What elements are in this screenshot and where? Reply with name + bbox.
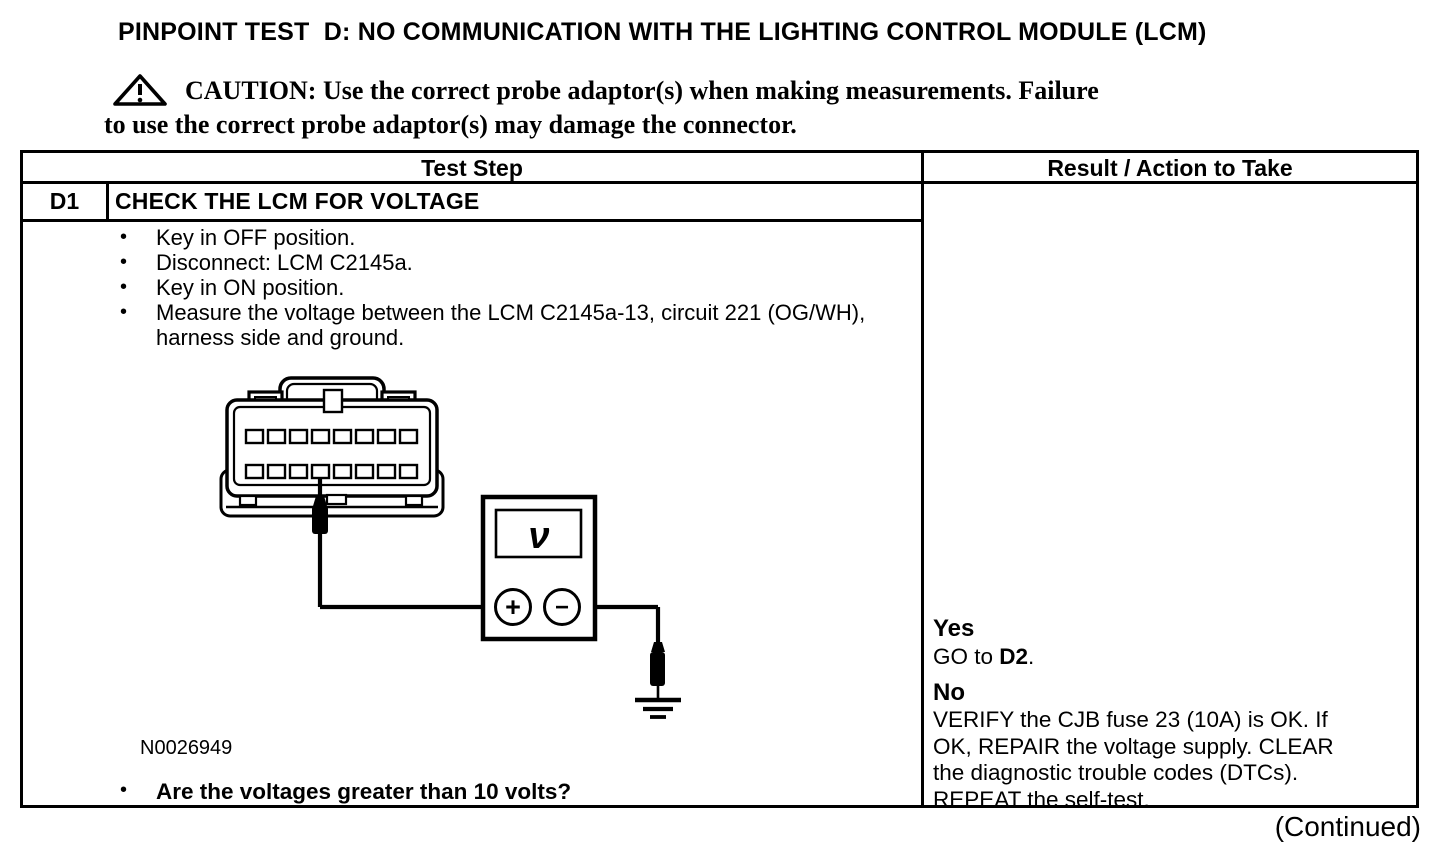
figure-number: N0026949 <box>140 737 233 759</box>
step-title: CHECK THE LCM FOR VOLTAGE <box>115 188 480 214</box>
bullet-marker: • <box>120 226 128 248</box>
instruction-text: Measure the voltage between the LCM C2145a-13, circuit 221 (OG/WH), harness side and ground. <box>156 300 866 350</box>
list-item <box>120 275 882 300</box>
caution-text-line-1: CAUTION: Use the correct probe adaptor(s) when making measurements. Failure <box>185 75 1099 105</box>
continued-note: (Continued) <box>1274 811 1421 842</box>
yes-action: GO to D2. <box>933 644 1035 669</box>
plus-terminal-icon: + <box>505 592 521 622</box>
no-label: No <box>933 679 965 706</box>
bullet-marker: • <box>120 301 128 323</box>
page-title: PINPOINT TEST D: NO COMMUNICATION WITH THE LIGHTING CONTROL MODULE (LCM) <box>118 18 1207 46</box>
lcm-connector-illustration <box>221 378 443 516</box>
column-divider <box>921 153 924 805</box>
column-header-result-action: Result / Action to Take <box>1047 155 1293 181</box>
bullet-marker: • <box>120 251 128 273</box>
result-action-cell <box>933 615 1413 813</box>
voltmeter-v-symbol: ν <box>528 515 550 557</box>
instruction-text: Disconnect: LCM C2145a. <box>156 250 413 275</box>
list-item <box>120 225 882 250</box>
step-question <box>120 779 882 805</box>
ground-symbol-icon <box>635 686 681 717</box>
instruction-text: Key in ON position. <box>156 275 345 300</box>
goto-step-reference: D2 <box>999 644 1029 669</box>
caution-text-line-2: to use the correct probe adaptor(s) may damage the connector. <box>104 110 797 139</box>
list-item <box>120 300 882 350</box>
step-id: D1 <box>49 188 80 214</box>
instruction-text: Key in OFF position. <box>156 225 356 250</box>
question-text: Are the voltages greater than 10 volts? <box>156 779 572 804</box>
column-header-test-step: Test Step <box>421 155 523 181</box>
step-row-border <box>23 219 921 222</box>
no-action: VERIFY the CJB fuse 23 (10A) is OK. If OK, REPAIR the voltage supply. CLEAR the diagnostic trouble codes (DTCs). REPEAT the self-test. <box>933 707 1334 812</box>
caution-block <box>112 74 1099 107</box>
minus-terminal-icon: − <box>554 594 570 621</box>
positive-probe-icon <box>312 496 328 534</box>
step-instructions <box>120 225 882 350</box>
list-item <box>120 250 882 275</box>
bullet-marker: • <box>120 276 128 298</box>
test-connection-diagram <box>210 372 710 740</box>
step-id-divider <box>106 184 109 219</box>
yes-label: Yes <box>933 615 975 642</box>
ground-probe-icon <box>650 642 665 686</box>
bullet-marker: • <box>120 779 128 801</box>
warning-triangle-icon <box>112 74 168 107</box>
voltmeter-illustration <box>483 497 595 639</box>
